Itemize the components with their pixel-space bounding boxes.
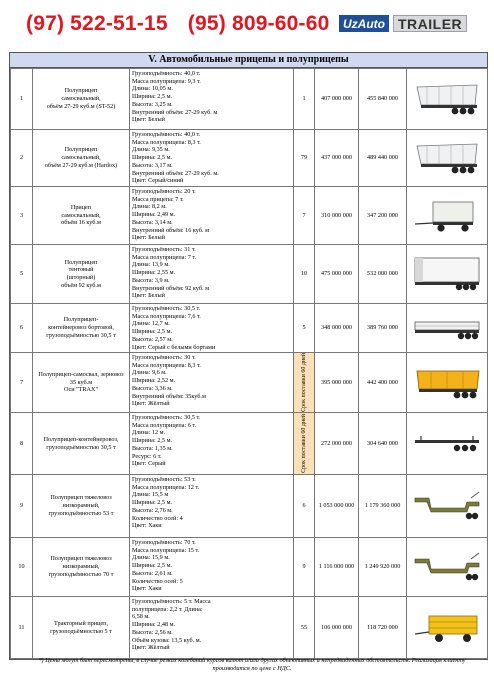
- spec-line: Высота: 3,9 м.: [132, 276, 170, 284]
- product-specs: [130, 304, 294, 353]
- product-name-line: грузоподъёмностью 30,5 т: [46, 443, 116, 451]
- row-number: 1: [11, 69, 33, 130]
- spec-line: Количество осей: 5: [132, 577, 183, 585]
- product-specs: [130, 597, 294, 659]
- spec-line: Внутренний объём: 35куб.м: [132, 392, 206, 400]
- spec-line: Внутренний объём: 27-29 куб. м: [132, 108, 218, 116]
- spec-line: Масса полуприцепа: 9,3 т.: [132, 77, 201, 85]
- spec-line: Цвет: Жёлтый: [132, 644, 170, 652]
- product-specs: [130, 475, 294, 538]
- spec-line: Длина: 12 м.: [132, 429, 166, 437]
- product-name-line: Полуприцеп-контейнеровоз,: [43, 435, 119, 443]
- spec-line: Цвет: Белый: [132, 116, 165, 124]
- price-without-vat: 1 053 000 000: [315, 475, 359, 538]
- spec-line: Длина: 9,35 м.: [132, 146, 170, 154]
- spec-line: Внутренний объём: 92 куб. м: [132, 284, 209, 292]
- row-number: 6: [11, 304, 33, 353]
- phone-numbers: [26, 12, 344, 36]
- price-without-vat: 437 000 000: [315, 130, 359, 187]
- row-number: 8: [11, 413, 33, 475]
- price-with-vat: 347 200 000: [359, 187, 407, 245]
- footer-note: *) Цены могут быт пересмотрены, в случае резких колебаний курсов валют и/или других объективных и непредвиденных обстоятельств. Реализация клиенту производится по цене с НДС.: [38, 657, 466, 672]
- spec-line: Высота: 2,76 м.: [132, 506, 173, 514]
- table-row: [11, 597, 488, 659]
- table-row: [11, 538, 488, 597]
- product-name-line: грузоподъёмностью 53 т: [48, 509, 114, 517]
- product-name-line: самосвальный,: [61, 95, 101, 103]
- product-name-line: самосвальный,: [61, 211, 101, 219]
- table-row: [11, 475, 488, 538]
- price-without-vat: 348 000 000: [315, 304, 359, 353]
- spec-line: Масса полуприцепа: 12 т.: [132, 483, 200, 491]
- spec-line: Масса полуприцепа: 6 т.: [132, 421, 197, 429]
- spec-line: Цвет: Серый: [132, 460, 166, 468]
- spec-line: Грузоподъёмность: 30,5 т.: [132, 414, 201, 421]
- price-without-vat: 106 000 000: [315, 597, 359, 659]
- product-specs: [130, 413, 294, 475]
- row-number: 2: [11, 130, 33, 187]
- quantity: 79: [294, 130, 315, 187]
- spec-line: Цвет: Белый: [132, 292, 165, 300]
- spec-line: Высота: 3,14 м.: [132, 218, 173, 226]
- product-name-line: Прицеп: [70, 203, 92, 211]
- section-title: V. Автомобильные прицепы и полуприцепы: [10, 53, 487, 68]
- spec-line: Масса полуприцепа: 15 т.: [132, 546, 200, 554]
- spec-line: Грузоподъёмность: 53 т.: [132, 476, 196, 483]
- product-image: [407, 130, 488, 187]
- price-with-vat: 489 440 000: [359, 130, 407, 187]
- phone-2[interactable]: (95) 809-60-60: [187, 12, 330, 35]
- row-number: 5: [11, 245, 33, 304]
- spec-line: Грузоподъёмность: 40,0 т.: [132, 70, 201, 77]
- price-without-vat: 310 000 000: [315, 187, 359, 245]
- trailer-illustration: [409, 422, 485, 466]
- product-name-line: объём 16 куб.м: [61, 219, 101, 227]
- product-name: [33, 475, 130, 538]
- price-with-vat: 455 840 000: [359, 69, 407, 130]
- product-name-line: Оси "TRAX": [64, 386, 98, 394]
- product-name-line: 35 куб.м: [69, 378, 93, 386]
- product-name: [33, 353, 130, 413]
- price-without-vat: 407 000 000: [315, 69, 359, 130]
- spec-line: Длина: 8,2 м.: [132, 203, 167, 211]
- spec-line: Цвет: Хаки: [132, 522, 162, 530]
- product-image: [407, 538, 488, 597]
- spec-line: Цвет: Хаки: [132, 585, 162, 593]
- table-row: [11, 413, 488, 475]
- spec-line: Цвет: Белый: [132, 234, 165, 242]
- quantity: 5: [294, 304, 315, 353]
- spec-line: Ширина: 2,5 м.: [132, 562, 173, 570]
- product-name: [33, 69, 130, 130]
- table-row: [11, 130, 488, 187]
- spec-line: Ширина: 2,55 м.: [132, 269, 176, 277]
- product-specs: [130, 245, 294, 304]
- spec-line: Длина: 9,6 м.: [132, 369, 167, 377]
- spec-line: полуприцепа: 2,2 т. Длина:: [132, 605, 203, 613]
- price-without-vat: 272 000 000: [315, 413, 359, 475]
- price-with-vat: 118 720 000: [359, 597, 407, 659]
- spec-line: Цвет: Серый/синий: [132, 177, 184, 185]
- spec-line: 6,58 м.: [132, 613, 150, 621]
- spec-line: Объём кузова: 13,5 куб. м.: [132, 636, 202, 644]
- spec-line: Высота: 3,17 м.: [132, 161, 173, 169]
- price-without-vat: 475 000 000: [315, 245, 359, 304]
- spec-line: Цвет: Жёлтый: [132, 400, 170, 408]
- trailer-illustration: [409, 545, 485, 589]
- spec-line: Ширина: 2,5 м.: [132, 154, 173, 162]
- spec-line: Масса полуприцепа: 7,6 т.: [132, 312, 201, 320]
- product-name-line: Полуприцеп: [64, 146, 98, 154]
- spec-line: Масса полуприцепа: 8,3 т.: [132, 361, 201, 369]
- spec-line: Масса прицепа: 7 т.: [132, 195, 184, 203]
- trailer-illustration: [409, 194, 485, 238]
- spec-line: Ширина: 2,5 м.: [132, 93, 173, 101]
- trailer-illustration: [409, 606, 485, 650]
- quantity: 55: [294, 597, 315, 659]
- product-name-line: тентовый: [68, 266, 94, 274]
- delivery-note-text: Срок поставки 60 дней: [300, 414, 307, 473]
- spec-line: Высота: 2,57 м.: [132, 335, 173, 343]
- spec-line: Высота: 3,25 м.: [132, 100, 173, 108]
- delivery-note-text: Срок поставки 60 дней: [300, 353, 307, 412]
- spec-line: Высота: 2,61 м.: [132, 569, 173, 577]
- delivery-note: [294, 413, 315, 475]
- product-image: [407, 245, 488, 304]
- row-number: 3: [11, 187, 33, 245]
- trailer-illustration: [409, 77, 485, 121]
- uzauto-trailer-logo: [339, 15, 467, 34]
- product-name: [33, 538, 130, 597]
- product-image: [407, 475, 488, 538]
- product-image: [407, 187, 488, 245]
- product-image: [407, 413, 488, 475]
- price-table: [9, 52, 488, 660]
- price-with-vat: 389 760 000: [359, 304, 407, 353]
- spec-line: Ширина: 2,5 м.: [132, 328, 173, 336]
- row-number: 7: [11, 353, 33, 413]
- product-name-line: Полуприцеп тяжеловоз: [50, 555, 112, 563]
- product-specs: [130, 187, 294, 245]
- product-name: [33, 413, 130, 475]
- product-specs: [130, 353, 294, 413]
- quantity: 7: [294, 187, 315, 245]
- spec-line: Длина: 15,5 м: [132, 491, 169, 499]
- delivery-note: [294, 353, 315, 413]
- spec-line: Ресурс: 6 т.: [132, 452, 162, 460]
- product-name-line: Полуприцеп: [64, 258, 98, 266]
- price-with-vat: 1 179 360 000: [359, 475, 407, 538]
- spec-line: Длина: 13,9 м.: [132, 261, 170, 269]
- product-name: [33, 597, 130, 659]
- product-name: [33, 245, 130, 304]
- trailer-illustration: [409, 484, 485, 528]
- price-without-vat: 395 000 000: [315, 353, 359, 413]
- quantity: 1: [294, 69, 315, 130]
- spec-line: Длина: 15,9 м.: [132, 554, 170, 562]
- spec-line: Грузоподъёмность: 20 т.: [132, 188, 196, 195]
- phone-1[interactable]: (97) 522-51-15: [26, 12, 168, 35]
- spec-line: Грузоподъёмность: 40,0 т.: [132, 131, 201, 138]
- product-name-line: Тракторный прицеп,: [53, 619, 109, 627]
- product-name-line: самосвальный,: [61, 154, 101, 162]
- product-name: [33, 304, 130, 353]
- spec-line: Высота: 3,36 м.: [132, 384, 173, 392]
- spec-line: Ширина: 2,5 м.: [132, 437, 173, 445]
- spec-line: Ширина: 2,49 м.: [132, 211, 176, 219]
- product-name-line: объём 27-29 куб.м (Hardox): [44, 161, 118, 169]
- row-number: 9: [11, 475, 33, 538]
- spec-line: Грузоподъёмность: 30 т.: [132, 354, 196, 361]
- product-name-line: низкорамный,: [62, 563, 100, 571]
- spec-line: Грузоподъёмность: 70 т.: [132, 539, 196, 546]
- product-name-line: низкорамный,: [62, 502, 100, 510]
- trailer-illustration: [409, 306, 485, 350]
- table-row: [11, 353, 488, 413]
- price-with-vat: 442 400 000: [359, 353, 407, 413]
- trailer-illustration: [409, 361, 485, 405]
- quantity: 10: [294, 245, 315, 304]
- spec-line: Внутренний объём: 27-29 куб. м.: [132, 169, 219, 177]
- quantity: 9: [294, 538, 315, 597]
- product-name-line: Полуприцеп-: [63, 316, 99, 324]
- product-name-line: Полуприцеп: [64, 87, 98, 95]
- product-name-line: контейнеровоз бортовой,: [48, 324, 114, 332]
- logo-uzauto: UzAuto: [339, 15, 389, 32]
- spec-line: Масса полуприцепа: 8,3 т.: [132, 138, 201, 146]
- spec-line: Количество осей: 4: [132, 514, 183, 522]
- price-with-vat: 532 000 000: [359, 245, 407, 304]
- product-name-line: Полуприцеп-самосвал, зерновоз: [38, 370, 124, 378]
- product-name-line: объём 92 куб.м: [61, 281, 101, 289]
- product-name-line: (шторный): [66, 274, 96, 281]
- table-row: [11, 187, 488, 245]
- spec-line: Ширина: 2,52 м.: [132, 377, 176, 385]
- product-name: [33, 187, 130, 245]
- spec-line: Длина: 10,05 м.: [132, 85, 173, 93]
- row-number: 11: [11, 597, 33, 659]
- table-row: [11, 245, 488, 304]
- product-name-line: грузоподъёмностью 5 т: [50, 627, 112, 635]
- price-with-vat: 1 249 920 000: [359, 538, 407, 597]
- product-name-line: грузоподъёмностью 70 т: [48, 570, 114, 578]
- spec-line: Высота: 2,56 м.: [132, 628, 173, 636]
- spec-line: Грузоподъёмность: 31 т.: [132, 246, 196, 253]
- table-row: [11, 69, 488, 130]
- spec-line: Ширина: 2,5 м.: [132, 499, 173, 507]
- row-number: 10: [11, 538, 33, 597]
- trailer-illustration: [409, 136, 485, 180]
- product-name: [33, 130, 130, 187]
- logo-trailer: TRAILER: [393, 15, 467, 32]
- product-image: [407, 597, 488, 659]
- spec-line: Масса полуприцепа: 7 т.: [132, 253, 197, 261]
- product-image: [407, 353, 488, 413]
- spec-line: Ширина: 2,48 м.: [132, 621, 176, 629]
- spec-line: Внутренний объём: 16 куб. м: [132, 226, 209, 234]
- product-specs: [130, 130, 294, 187]
- quantity: 6: [294, 475, 315, 538]
- spec-line: Цвет: Серый с белыми бортами: [132, 343, 216, 351]
- product-image: [407, 304, 488, 353]
- product-specs: [130, 538, 294, 597]
- trailer-illustration: [409, 252, 485, 296]
- header: [0, 0, 494, 48]
- price-without-vat: 1 116 000 000: [315, 538, 359, 597]
- spec-line: Грузоподъёмность: 30,5 т.: [132, 305, 201, 312]
- product-name-line: Полуприцеп тяжеловоз: [50, 494, 112, 502]
- price-with-vat: 304 640 000: [359, 413, 407, 475]
- spec-line: Грузоподъёмность: 5 т. Масса: [132, 598, 211, 605]
- product-name-line: грузоподъёмностью 30,5 т: [46, 331, 116, 339]
- product-specs: [130, 69, 294, 130]
- table-row: [11, 304, 488, 353]
- spec-line: Высота: 1,35 м.: [132, 444, 173, 452]
- product-image: [407, 69, 488, 130]
- spec-line: Длина: 12,7 м.: [132, 320, 170, 328]
- product-name-line: объём 27-29 куб.м (ST-52): [46, 102, 116, 110]
